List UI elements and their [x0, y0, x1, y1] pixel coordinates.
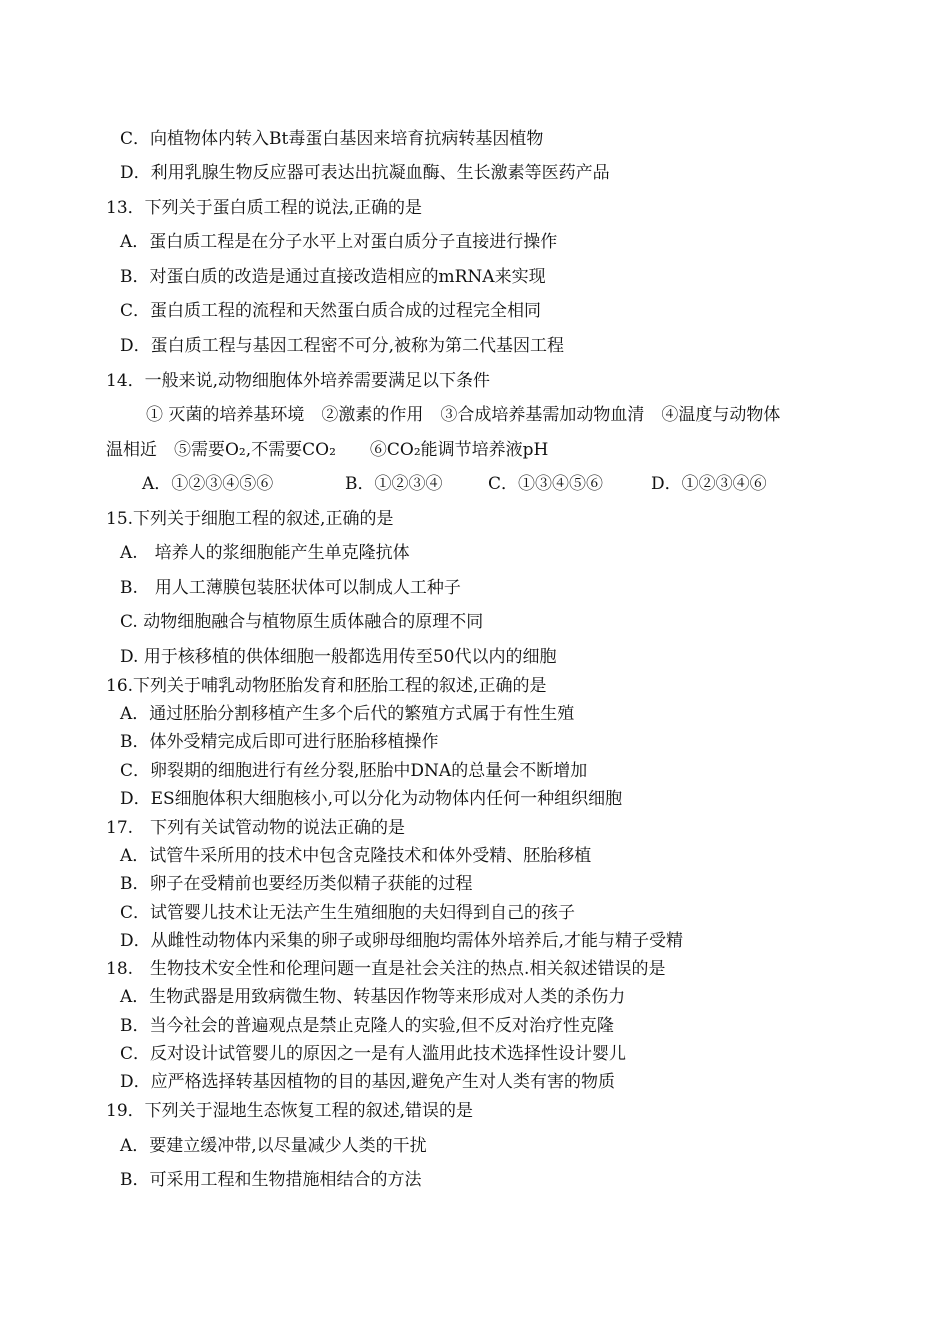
q13-option-a: A．蛋白质工程是在分子水平上对蛋白质分子直接进行操作 [120, 232, 558, 252]
q14-conditions-line1: ① 灭菌的培养基环境 ②激素的作用 ③合成培养基需加动物血清 ④温度与动物体 [146, 405, 781, 425]
q18-option-a: A．生物武器是用致病微生物、转基因作物等来形成对人类的杀伤力 [120, 987, 626, 1007]
q17-option-b: B．卵子在受精前也要经历类似精子获能的过程 [120, 874, 473, 894]
q15-option-d: D. 用于核移植的供体细胞一般都选用传至50代以内的细胞 [120, 647, 557, 667]
q18-stem: 18. 生物技术安全性和伦理问题一直是社会关注的热点.相关叙述错误的是 [106, 959, 666, 979]
q14-option-c: C．①③④⑤⑥ [488, 474, 604, 494]
q15-option-c: C. 动物细胞融合与植物原生质体融合的原理不同 [120, 612, 484, 632]
q19-option-b: B．可采用工程和生物措施相结合的方法 [120, 1170, 422, 1190]
q16-option-d: D．ES细胞体积大细胞核小,可以分化为动物体内任何一种组织细胞 [120, 789, 623, 809]
q17-option-a: A．试管牛采所用的技术中包含克隆技术和体外受精、胚胎移植 [120, 846, 592, 866]
q14-options-row [142, 473, 767, 495]
q18-option-c: C．反对设计试管婴儿的原因之一是有人滥用此技术选择性设计婴儿 [120, 1044, 627, 1064]
q18-option-b: B．当今社会的普遍观点是禁止克隆人的实验,但不反对治疗性克隆 [120, 1016, 614, 1036]
q19-option-a: A．要建立缓冲带,以尽量减少人类的干扰 [120, 1136, 427, 1156]
q13-option-c: C．蛋白质工程的流程和天然蛋白质合成的过程完全相同 [120, 301, 542, 321]
prev-option-d: D．利用乳腺生物反应器可表达出抗凝血酶、生长激素等医药产品 [120, 163, 610, 183]
q13-option-d: D．蛋白质工程与基因工程密不可分,被称为第二代基因工程 [120, 336, 565, 356]
q15-option-b: B. 用人工薄膜包装胚状体可以制成人工种子 [120, 578, 461, 598]
q14-conditions-line2: 温相近 ⑤需要O₂,不需要CO₂ ⑥CO₂能调节培养液pH [106, 440, 549, 460]
q15-option-a: A. 培养人的浆细胞能产生单克隆抗体 [120, 543, 410, 563]
q14-stem: 14．一般来说,动物细胞体外培养需要满足以下条件 [106, 371, 491, 391]
q17-option-d: D．从雌性动物体内采集的卵子或卵母细胞均需体外培养后,才能与精子受精 [120, 931, 684, 951]
q14-option-a: A．①②③④⑤⑥ [142, 474, 274, 494]
q13-option-b: B．对蛋白质的改造是通过直接改造相应的mRNA来实现 [120, 267, 546, 287]
q16-option-b: B．体外受精完成后即可进行胚胎移植操作 [120, 732, 439, 752]
q17-stem: 17. 下列有关试管动物的说法正确的是 [106, 818, 406, 838]
q16-stem: 16.下列关于哺乳动物胚胎发育和胚胎工程的叙述,正确的是 [106, 676, 547, 696]
q15-stem: 15.下列关于细胞工程的叙述,正确的是 [106, 509, 394, 529]
q13-stem: 13．下列关于蛋白质工程的说法,正确的是 [106, 198, 423, 218]
q14-option-b: B．①②③④ [345, 474, 443, 494]
prev-option-c: C．向植物体内转入Bt毒蛋白基因来培育抗病转基因植物 [120, 129, 544, 149]
q16-option-c: C．卵裂期的细胞进行有丝分裂,胚胎中DNA的总量会不断增加 [120, 761, 588, 781]
q18-option-d: D．应严格选择转基因植物的目的基因,避免产生对人类有害的物质 [120, 1072, 616, 1092]
q19-stem: 19．下列关于湿地生态恢复工程的叙述,错误的是 [106, 1101, 474, 1121]
q14-option-d: D．①②③④⑥ [651, 474, 767, 494]
q17-option-c: C．试管婴儿技术让无法产生生殖细胞的夫妇得到自己的孩子 [120, 903, 576, 923]
q16-option-a: A．通过胚胎分割移植产生多个后代的繁殖方式属于有性生殖 [120, 704, 575, 724]
